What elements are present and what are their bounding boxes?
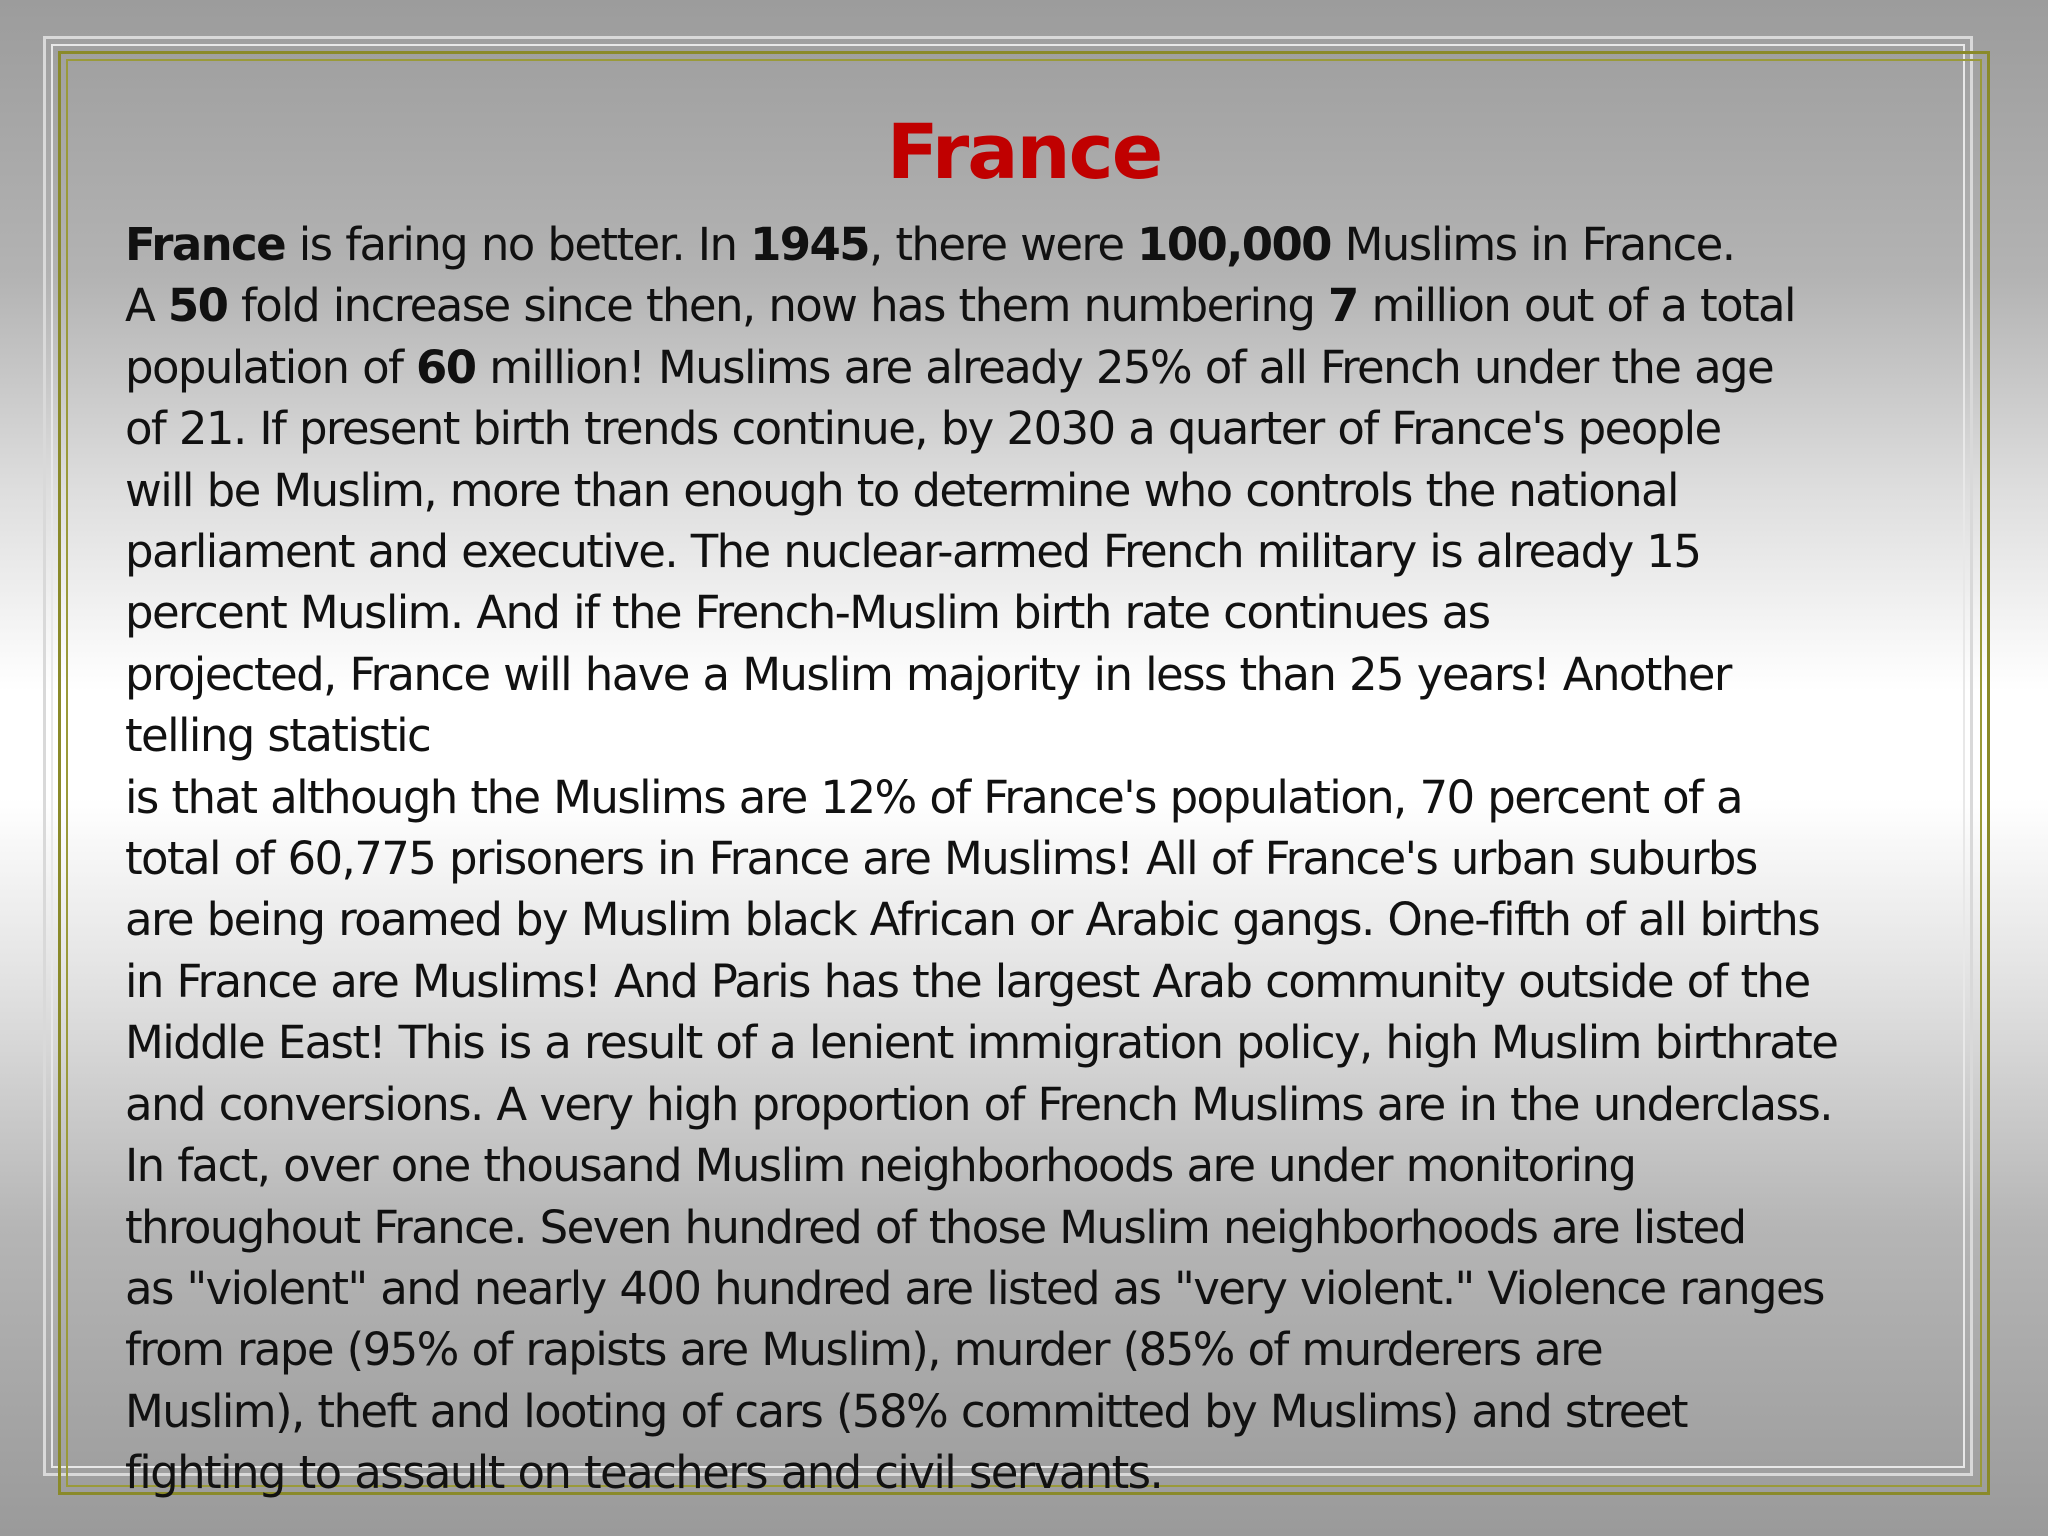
body-line bbox=[125, 1197, 2025, 1258]
body-line bbox=[125, 705, 2025, 766]
body-line bbox=[125, 951, 2025, 1012]
body-line bbox=[125, 889, 2025, 950]
body-text-run: will be Muslim, more than enough to determine who controls the national bbox=[125, 463, 1678, 517]
body-line bbox=[125, 1074, 2025, 1135]
body-text-run: population of bbox=[125, 340, 417, 394]
body-line bbox=[125, 767, 2025, 828]
body-line bbox=[125, 828, 2025, 889]
body-line bbox=[125, 214, 2025, 275]
body-line bbox=[125, 398, 2025, 459]
body-line bbox=[125, 1381, 2025, 1442]
body-text-run: fighting to assault on teachers and civil servants. bbox=[125, 1446, 1163, 1500]
emphasized-text: 100,000 bbox=[1137, 218, 1331, 271]
body-text-run: In fact, over one thousand Muslim neighborhoods are under monitoring bbox=[125, 1139, 1636, 1193]
slide-title: France bbox=[886, 107, 1162, 196]
body-text-run: Muslim), theft and looting of cars (58% committed by Muslims) and street bbox=[125, 1384, 1687, 1438]
body-text-run: million! Muslims are already 25% of all French under the age bbox=[475, 340, 1774, 394]
body-line bbox=[125, 582, 2025, 643]
body-text-run: percent Muslim. And if the French-Muslim birth rate continues as bbox=[125, 586, 1490, 640]
body-text-run: parliament and executive. The nuclear-armed French military is already 15 bbox=[125, 525, 1701, 579]
body-line bbox=[125, 460, 2025, 521]
body-text-run: telling statistic bbox=[125, 709, 431, 763]
body-text-run: , there were bbox=[868, 218, 1138, 271]
body-line bbox=[125, 644, 2025, 705]
body-line bbox=[125, 337, 2025, 398]
body-text-run: in France are Muslims! And Paris has the largest Arab community outside of the bbox=[125, 954, 1810, 1008]
body-text-run: Muslims in France. bbox=[1330, 218, 1735, 271]
body-text-run: is faring no better. In bbox=[285, 218, 751, 271]
body-text-run: million out of a total bbox=[1357, 279, 1795, 333]
emphasized-text: 50 bbox=[167, 279, 228, 333]
slide-body-text bbox=[125, 214, 2025, 1504]
body-text-run: total of 60,775 prisoners in France are Muslims! All of France's urban suburbs bbox=[125, 832, 1757, 886]
body-line bbox=[125, 521, 2025, 582]
body-text-run: is that although the Muslims are 12% of France's population, 70 percent of a bbox=[125, 770, 1742, 824]
body-line bbox=[125, 1319, 2025, 1380]
body-text-run: A bbox=[125, 279, 168, 333]
body-text-run: Middle East! This is a result of a lenient immigration policy, high Muslim birthrate bbox=[125, 1016, 1838, 1070]
body-text-run: and conversions. A very high proportion of French Muslims are in the underclass. bbox=[125, 1077, 1832, 1131]
body-text-run: fold increase since then, now has them numbering bbox=[227, 279, 1329, 333]
body-text-run: projected, France will have a Muslim majority in less than 25 years! Another bbox=[125, 647, 1731, 701]
emphasized-text: 1945 bbox=[750, 218, 869, 271]
body-line bbox=[125, 1135, 2025, 1196]
body-line bbox=[125, 1258, 2025, 1319]
body-line bbox=[125, 275, 2025, 336]
body-text-run: of 21. If present birth trends continue, by 2030 a quarter of France's people bbox=[125, 402, 1721, 456]
body-text-run: as "violent" and nearly 400 hundred are listed as "very violent." Violence ranges bbox=[125, 1261, 1824, 1315]
body-text-run: are being roamed by Muslim black African or Arabic gangs. One-fifth of all births bbox=[125, 893, 1820, 947]
body-text-run: from rape (95% of rapists are Muslim), murder (85% of murderers are bbox=[125, 1323, 1603, 1377]
body-line bbox=[125, 1012, 2025, 1073]
emphasized-text: 7 bbox=[1328, 279, 1358, 333]
body-line bbox=[125, 1442, 2025, 1503]
emphasized-text: 60 bbox=[416, 340, 476, 394]
body-text-run: throughout France. Seven hundred of those Muslim neighborhoods are listed bbox=[125, 1200, 1746, 1254]
emphasized-text: France bbox=[125, 218, 286, 271]
